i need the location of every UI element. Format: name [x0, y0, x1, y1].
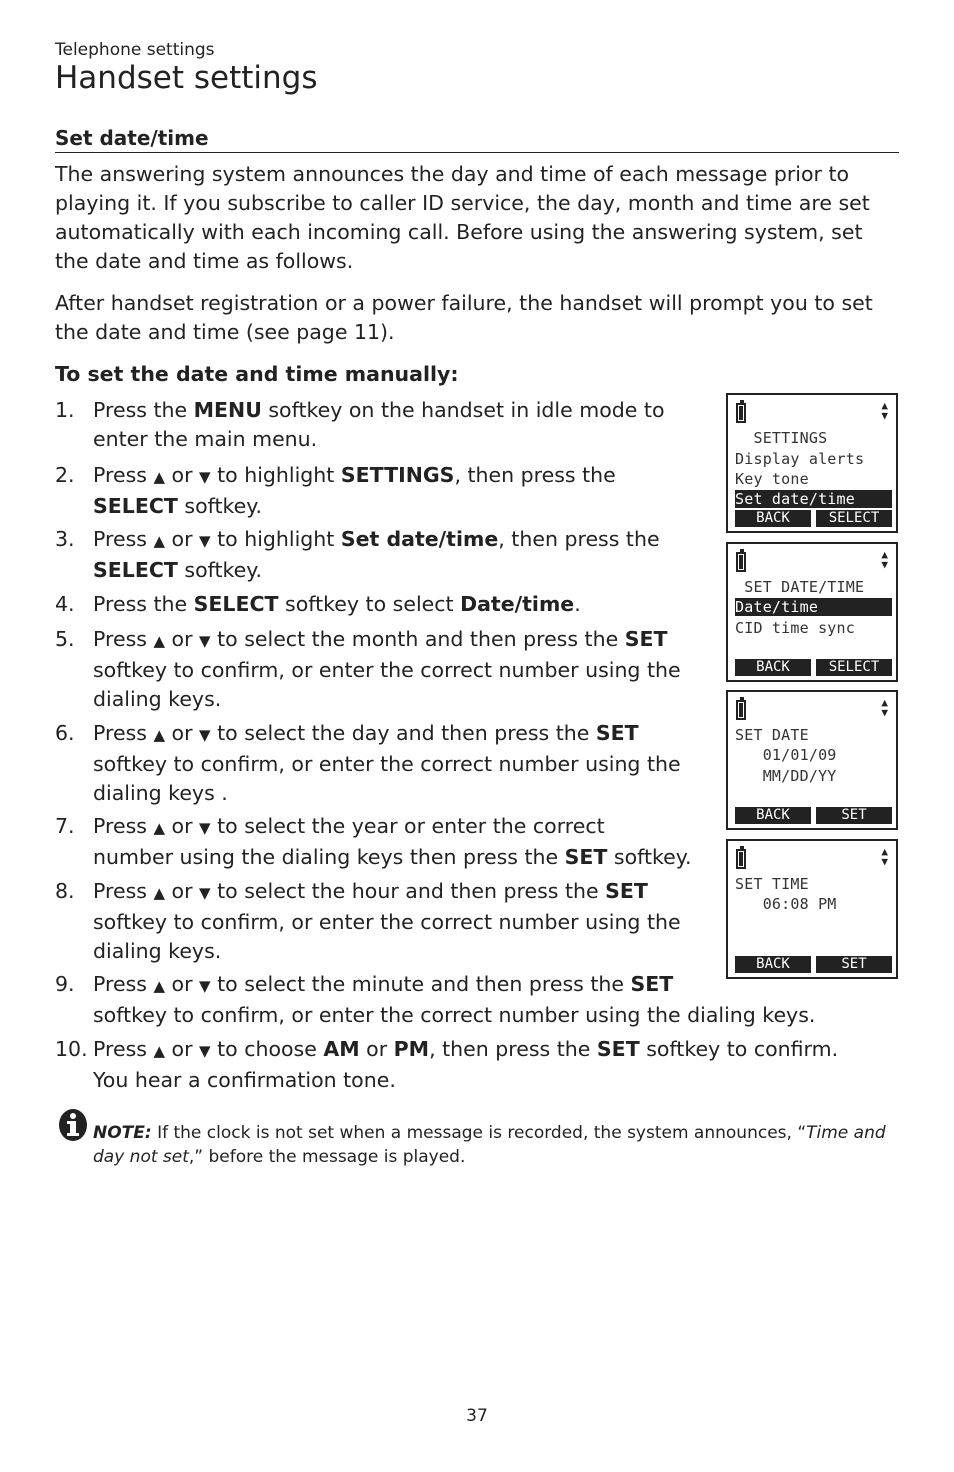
screen-title: SETTINGS	[735, 429, 828, 447]
step-text: softkey on the handset in idle mode to	[261, 398, 665, 422]
note-text	[93, 1121, 893, 1169]
power-failure-paragraph: After handset registration or a power failure, the handset will prompt you to set the date and time (see page 11).	[55, 291, 873, 344]
step-number: 8.	[55, 879, 75, 903]
info-icon	[58, 1108, 88, 1142]
menu-item-set-date-time: Set date/time	[735, 490, 892, 508]
step-text: to select the year or enter the correct	[210, 814, 605, 838]
step-text: or	[165, 627, 200, 651]
step-text: to select the hour and then press the	[210, 879, 606, 903]
up-arrow-icon: ▲	[153, 532, 166, 550]
screen-title: SET TIME	[735, 875, 809, 893]
step-text: enter the main menu.	[93, 427, 318, 451]
key-name: SET	[595, 721, 639, 745]
step-text: to highlight	[210, 463, 341, 487]
step-number: 3.	[55, 527, 75, 551]
screen-title: SET DATE	[735, 726, 809, 744]
step-text: Press	[93, 814, 154, 838]
step-text: softkey to confirm, or enter the correct number using the dialing keys.	[93, 1003, 816, 1027]
up-down-arrows-icon: ▲ ▼	[881, 548, 888, 571]
page-title: Handset settings	[55, 60, 318, 96]
step-text: Press the	[93, 398, 194, 422]
step-number: 7.	[55, 814, 75, 838]
step-text: softkey to confirm.	[639, 1037, 839, 1061]
step-text: or	[165, 463, 200, 487]
note-body: ,” before the message is played.	[188, 1147, 466, 1167]
handset-screen-settings	[726, 393, 898, 533]
softkey-set: SET	[816, 956, 892, 973]
step-text: or	[165, 972, 200, 996]
step-text: or	[165, 527, 200, 551]
softkey-select: SELECT	[816, 510, 892, 527]
down-arrow-icon: ▼	[199, 977, 211, 995]
down-arrow-icon: ▼	[199, 884, 211, 902]
up-down-arrows-icon: ▲ ▼	[881, 399, 888, 422]
softkey-back: BACK	[735, 510, 811, 527]
step-text: softkey to confirm, or enter the correct number using the	[93, 910, 681, 934]
up-arrow-icon: ▲	[153, 884, 166, 902]
step-text: , then press the	[454, 463, 616, 487]
step-number: 5.	[55, 627, 75, 651]
step-number: 9.	[55, 972, 75, 996]
step-text: .	[574, 592, 581, 616]
time-value: 06:08 PM	[735, 895, 837, 913]
step-text: or	[165, 814, 200, 838]
softkey-select: SELECT	[816, 659, 892, 676]
date-value: 01/01/09	[735, 746, 837, 764]
step-text: to select the day and then press the	[210, 721, 596, 745]
step-text: to select the month and then press the	[210, 627, 625, 651]
up-arrow-icon: ▲	[153, 977, 166, 995]
step-text: Press	[93, 879, 154, 903]
step-text: or	[165, 879, 200, 903]
menu-name: SETTINGS	[340, 463, 455, 487]
key-name: SET	[596, 1037, 640, 1061]
step-number: 10.	[55, 1037, 88, 1061]
down-arrow-icon: ▼	[199, 532, 211, 550]
step-number: 1.	[55, 398, 75, 422]
step-text: to select the minute and then press the	[210, 972, 631, 996]
step-text: or	[165, 721, 200, 745]
note-quote: Time and day not set	[93, 1123, 886, 1167]
up-arrow-icon: ▲	[153, 632, 166, 650]
step-text: Press	[93, 627, 154, 651]
key-name: PM	[393, 1037, 430, 1061]
up-down-arrows-icon: ▲ ▼	[881, 696, 888, 719]
menu-name: Date/time	[460, 592, 575, 616]
menu-name: Set date/time	[340, 527, 499, 551]
battery-icon	[736, 849, 746, 869]
down-arrow-icon: ▼	[199, 468, 211, 486]
step-text: softkey.	[177, 558, 262, 582]
battery-icon	[736, 700, 746, 720]
handset-screen-set-time	[726, 839, 898, 979]
handset-screen-set-date	[726, 690, 898, 830]
down-arrow-icon: ▼	[199, 632, 211, 650]
step-text: Press	[93, 972, 154, 996]
step-text: Press	[93, 527, 154, 551]
step-text: number using the dialing keys then press the	[93, 845, 565, 869]
step-text: or	[359, 1037, 394, 1061]
key-name: SELECT	[93, 494, 178, 518]
battery-icon	[736, 403, 746, 423]
up-arrow-icon: ▲	[153, 468, 166, 486]
step-text: Press	[93, 1037, 154, 1061]
procedure-heading: To set the date and time manually:	[55, 362, 459, 386]
handset-screen-set-date-time	[726, 542, 898, 682]
key-name: SET	[624, 627, 668, 651]
down-arrow-icon: ▼	[199, 726, 211, 744]
down-arrow-icon: ▼	[199, 819, 211, 837]
key-name: SET	[605, 879, 648, 903]
step-text: You hear a confirmation tone.	[93, 1068, 396, 1092]
key-name: MENU	[193, 398, 262, 422]
up-arrow-icon: ▲	[153, 726, 166, 744]
step-number: 4.	[55, 592, 75, 616]
step-text: softkey to confirm, or enter the correct number using the	[93, 658, 681, 682]
key-name: SELECT	[93, 558, 178, 582]
date-format: MM/DD/YY	[735, 767, 837, 785]
page-number: 37	[466, 1406, 488, 1426]
down-arrow-icon: ▼	[199, 1042, 211, 1060]
step-text: , then press the	[429, 1037, 597, 1061]
step-text: softkey.	[607, 845, 692, 869]
step-number: 2.	[55, 463, 75, 487]
up-down-arrows-icon: ▲ ▼	[881, 845, 888, 868]
softkey-back: BACK	[735, 956, 811, 973]
step-text: Press	[93, 721, 154, 745]
step-text: dialing keys.	[93, 939, 222, 963]
softkey-set: SET	[816, 807, 892, 824]
menu-item-date-time: Date/time	[735, 598, 892, 616]
note-label: NOTE:	[93, 1123, 152, 1143]
menu-item-display-alerts: Display alerts	[735, 450, 865, 468]
up-arrow-icon: ▲	[153, 819, 166, 837]
note-body: If the clock is not set when a message is recorded, the system announces, “	[151, 1123, 807, 1143]
battery-icon	[736, 552, 746, 572]
step-text: softkey to select	[278, 592, 461, 616]
step-text: Press the	[93, 592, 194, 616]
step-text: dialing keys .	[93, 781, 228, 805]
breadcrumb: Telephone settings	[55, 40, 215, 60]
softkey-back: BACK	[735, 807, 811, 824]
menu-item-cid-time-sync: CID time sync	[735, 619, 855, 637]
step-text: softkey.	[177, 494, 262, 518]
step-text: Press	[93, 463, 154, 487]
step-text: dialing keys.	[93, 687, 222, 711]
intro-paragraph: The answering system announces the day and time of each message prior to playing it. If you subscribe to caller ID service, the day, month and time are set automatically with each incoming call. Before using the answering system, set the date and time as follows.	[55, 162, 870, 273]
step-text: or	[165, 1037, 200, 1061]
step-text: softkey to confirm, or enter the correct number using the	[93, 752, 681, 776]
step-number: 6.	[55, 721, 75, 745]
section-heading: Set date/time	[55, 126, 899, 153]
screen-title: SET DATE/TIME	[735, 578, 865, 596]
step-text: , then press the	[498, 527, 660, 551]
step-text: to highlight	[210, 527, 341, 551]
key-name: SELECT	[193, 592, 279, 616]
key-name: SET	[630, 972, 674, 996]
key-name: AM	[323, 1037, 360, 1061]
softkey-back: BACK	[735, 659, 811, 676]
step-text: to choose	[210, 1037, 324, 1061]
menu-item-key-tone: Key tone	[735, 470, 809, 488]
key-name: SET	[564, 845, 608, 869]
up-arrow-icon: ▲	[153, 1042, 166, 1060]
